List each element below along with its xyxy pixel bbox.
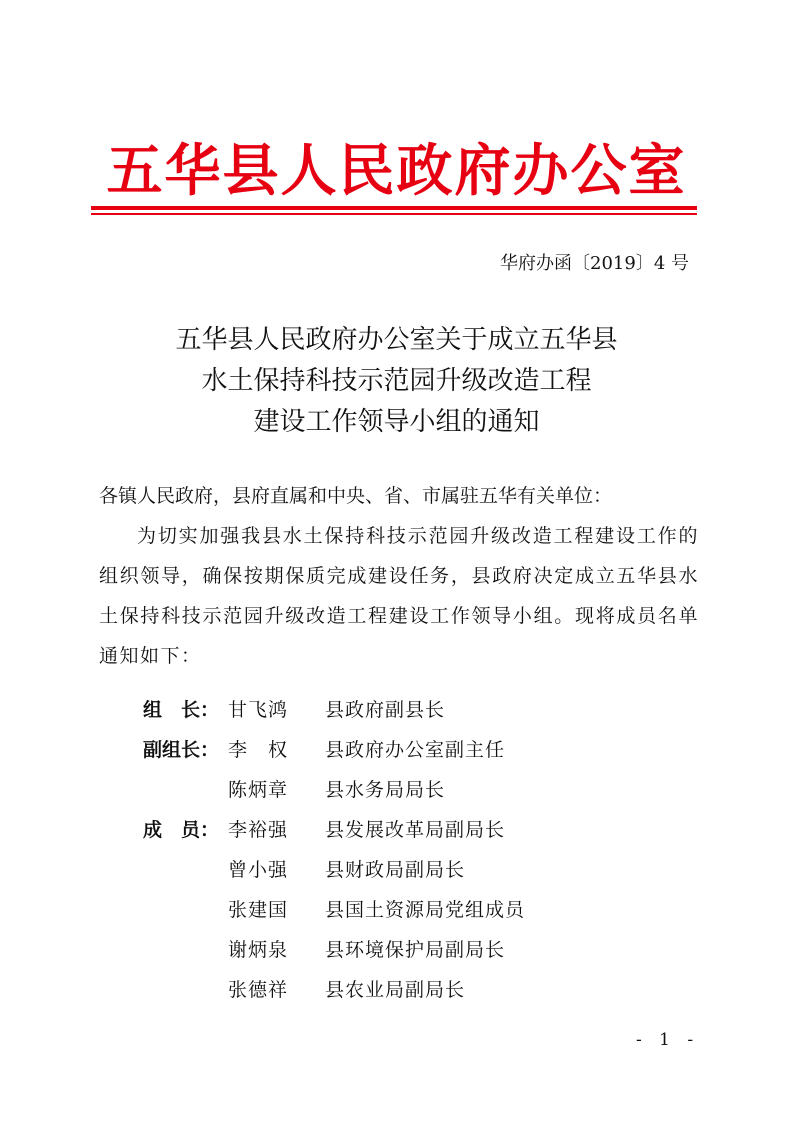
member-name: 陈炳章 (228, 779, 289, 801)
document-number: 华府办函〔2019〕4 号 (500, 253, 689, 274)
member-position: 县国土资源局党组成员 (325, 899, 526, 921)
member-position: 县财政局副局长 (325, 859, 466, 881)
member-name: 谢炳泉 (228, 939, 289, 961)
page-number: - 1 - (636, 1030, 700, 1050)
member-role: 组 长： (143, 699, 220, 721)
document-title (0, 320, 793, 443)
letterhead-rule-thin (91, 213, 697, 215)
letterhead-rule-thick (91, 206, 697, 210)
title-line-1: 五华县人民政府办公室关于成立五华县 (175, 325, 618, 355)
member-position: 县环境保护局副局长 (325, 939, 506, 961)
member-name: 李 权 (228, 739, 289, 761)
member-name: 李裕强 (228, 819, 289, 841)
member-position: 县水务局局长 (325, 779, 446, 801)
member-name: 甘飞鸿 (228, 699, 289, 721)
member-name: 张德祥 (228, 979, 289, 1001)
member-position: 县政府办公室副主任 (325, 739, 506, 761)
document-body (99, 476, 699, 676)
member-position: 县政府副县长 (325, 699, 446, 721)
letterhead-issuer: 五华县人民政府办公室 (106, 139, 687, 204)
member-position: 县农业局副局长 (325, 979, 466, 1001)
body-paragraph: 为切实加强我县水土保持科技示范园升级改造工程建设工作的组织领导，确保按期保质完成建设任务，县政府决定成立五华县水土保持科技示范园升级改造工程建设工作领导小组。现将成员名单通知如下： (99, 525, 699, 667)
member-name: 张建国 (228, 899, 289, 921)
member-position: 县发展改革局副局长 (325, 819, 506, 841)
addressee: 各镇人民政府，县府直属和中央、省、市属驻五华有关单位： (99, 485, 613, 507)
member-name: 曾小强 (228, 859, 289, 881)
title-line-3: 建设工作领导小组的通知 (253, 407, 540, 437)
member-role: 成 员： (143, 819, 220, 841)
member-role: 副组长： (143, 739, 220, 761)
title-line-2: 水土保持科技示范园升级改造工程 (201, 366, 592, 396)
